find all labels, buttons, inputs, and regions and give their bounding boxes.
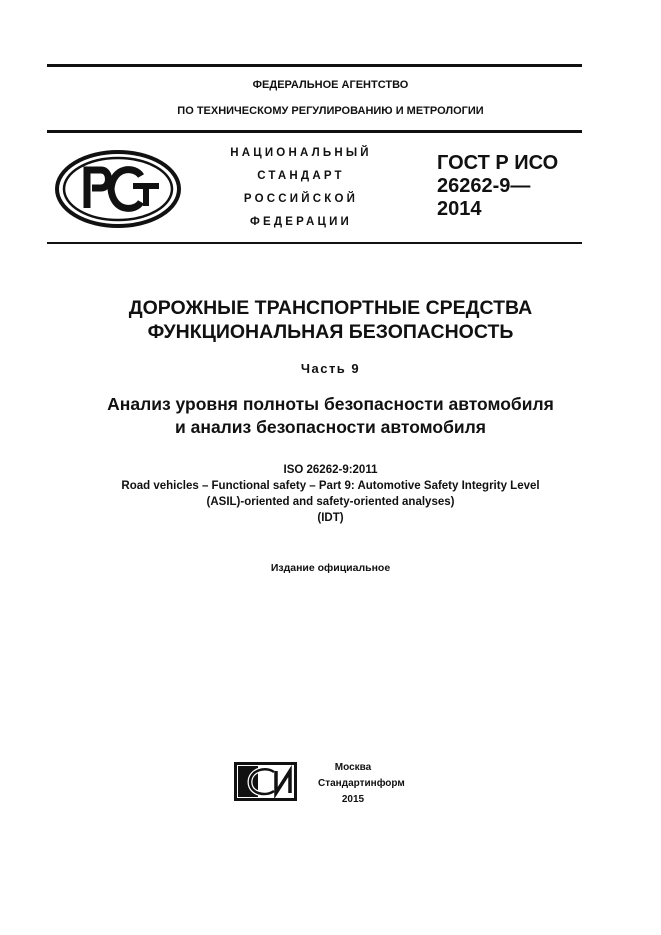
header-rule: [47, 130, 582, 133]
publisher-city: Москва: [334, 762, 372, 773]
standard-code-line: 26262-9—: [437, 175, 531, 197]
agency-line-1: ФЕДЕРАЛЬНОЕ АГЕНТСТВО: [252, 79, 409, 91]
standard-type-block: [212, 142, 390, 234]
publisher-year: 2015: [341, 794, 365, 805]
title-line-1: ДОРОЖНЫЕ ТРАНСПОРТНЫЕ СРЕДСТВА: [128, 297, 533, 319]
agency-line-2: ПО ТЕХНИЧЕСКОМУ РЕГУЛИРОВАНИЮ И МЕТРОЛОГИИ: [177, 105, 484, 117]
title-line-2: ФУНКЦИОНАЛЬНАЯ БЕЗОПАСНОСТЬ: [147, 321, 514, 343]
iso-line: ISO 26262-9:2011: [283, 464, 378, 476]
standard-code: [437, 152, 558, 221]
edition-label: Издание официальное: [270, 562, 391, 574]
publisher-name: Стандартинформ: [318, 778, 405, 789]
iso-reference: [0, 462, 661, 526]
subtitle-line-1: Анализ уровня полноты безопасности автомобиля: [107, 394, 554, 414]
standard-type-line: РОССИЙСКОЙ: [243, 193, 359, 205]
top-rule: [47, 64, 582, 67]
standard-code-line: 2014: [437, 198, 482, 220]
gost-r-logo: [55, 150, 181, 228]
section-rule: [47, 242, 582, 244]
standard-code-line: ГОСТ Р ИСО: [437, 152, 559, 174]
iso-line: (IDT): [317, 512, 344, 524]
iso-line: Road vehicles – Functional safety – Part 9: Automotive Safety Integrity Level: [121, 480, 540, 492]
standard-type-line: СТАНДАРТ: [257, 170, 345, 182]
standard-type-line: НАЦИОНАЛЬНЫЙ: [230, 147, 372, 159]
publisher-block: [318, 760, 405, 808]
subtitle-line-2: и анализ безопасности автомобиля: [175, 417, 486, 437]
document-title: [0, 296, 661, 344]
standartinform-logo: [234, 762, 297, 801]
part-number: Часть 9: [300, 361, 361, 376]
document-subtitle: [0, 393, 661, 439]
iso-line: (ASIL)-oriented and safety-oriented analyses): [206, 496, 455, 508]
standard-type-line: ФЕДЕРАЦИИ: [249, 216, 353, 228]
